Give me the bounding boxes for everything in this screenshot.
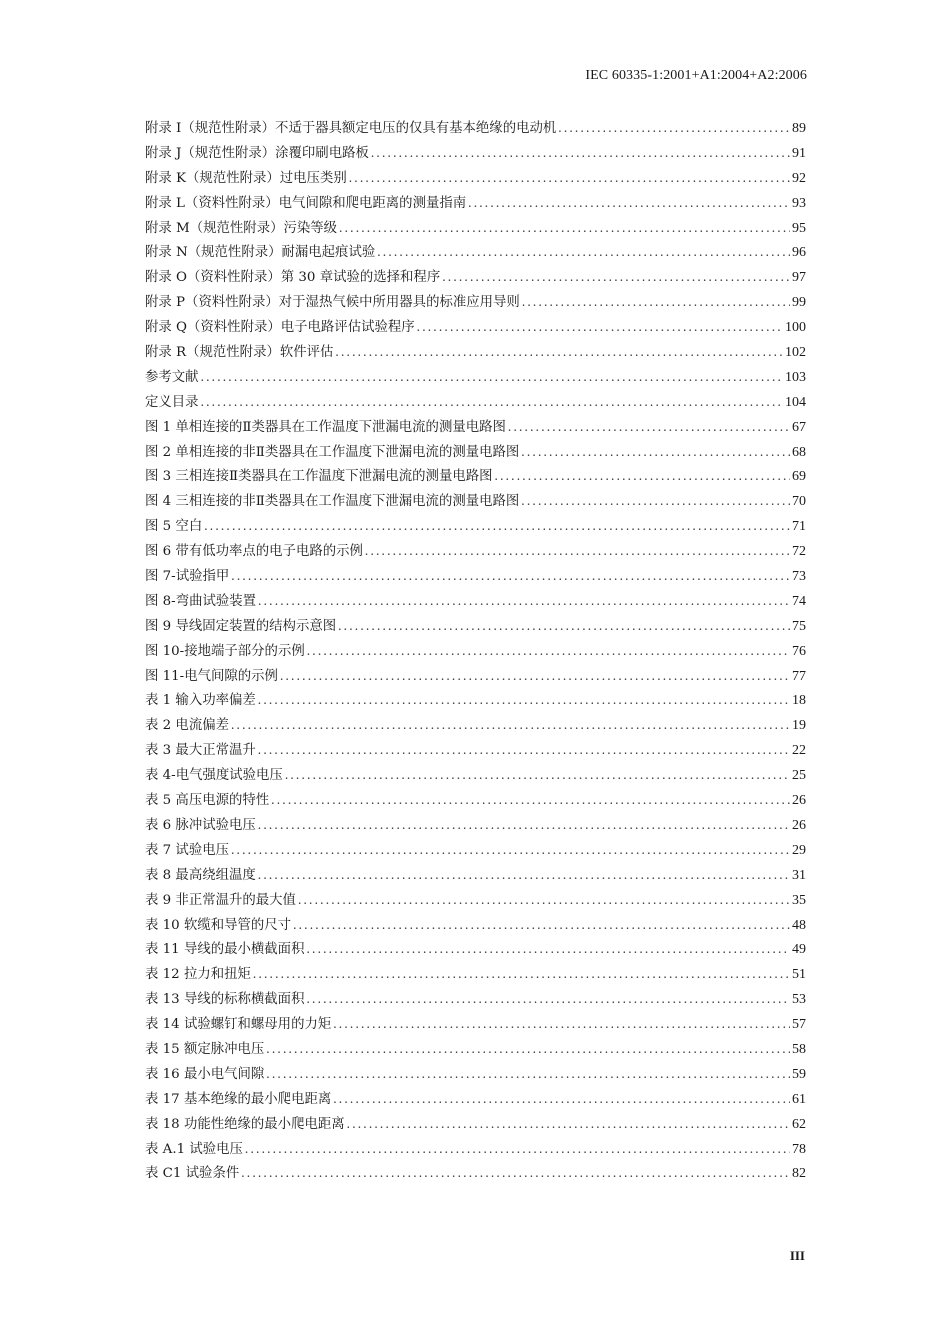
toc-entry-page: 89 (792, 121, 806, 136)
toc-entry[interactable] (145, 688, 806, 713)
toc-dot-leader (204, 514, 790, 539)
toc-entry[interactable] (145, 913, 806, 938)
toc-entry-title: 附录 I（规范性附录）不适于器具额定电压的仅具有基本绝缘的电动机 (145, 121, 557, 136)
toc-entry-page: 68 (792, 444, 806, 460)
toc-dot-leader (201, 365, 783, 390)
toc-dot-leader (231, 564, 790, 589)
toc-entry[interactable] (145, 1012, 806, 1037)
toc-dot-leader (349, 166, 790, 191)
toc-entry-title: 附录 J（规范性附录）涂覆印刷电路板 (145, 145, 369, 161)
toc-dot-leader (333, 1087, 790, 1112)
toc-dot-leader (377, 240, 790, 265)
toc-entry-title: 图 6 带有低功率点的电子电路的示例 (145, 544, 363, 560)
toc-entry-title: 图 9 导线固定装置的结构示意图 (145, 618, 337, 634)
toc-entry-page: 76 (792, 643, 806, 659)
toc-dot-leader (298, 888, 790, 913)
toc-entry-title: 附录 Q（资料性附录）电子电路评估试验程序 (145, 320, 415, 336)
toc-entry-title: 图 7-试验指甲 (145, 569, 230, 585)
toc-entry[interactable] (145, 788, 806, 813)
toc-entry[interactable] (145, 290, 806, 315)
toc-dot-leader (371, 141, 790, 166)
toc-dot-leader (258, 589, 790, 614)
toc-entry[interactable] (145, 589, 806, 614)
toc-entry-page: 69 (792, 469, 806, 485)
toc-entry[interactable] (145, 265, 806, 290)
toc-entry-title: 图 8-弯曲试验装置 (145, 593, 257, 609)
toc-entry-title: 表 9 非正常温升的最大值 (145, 892, 296, 908)
toc-entry-page: 19 (792, 718, 806, 734)
toc-entry[interactable] (145, 614, 806, 639)
toc-entry-title: 表 6 脉冲试验电压 (145, 817, 256, 833)
toc-entry-title: 表 7 试验电压 (145, 842, 229, 858)
toc-dot-leader (442, 265, 790, 290)
toc-dot-leader (258, 738, 790, 763)
toc-dot-leader (307, 639, 790, 664)
toc-entry-page: 67 (792, 419, 806, 435)
toc-dot-leader (306, 937, 790, 962)
toc-entry-title: 表 18 功能性绝缘的最小爬电距离 (145, 1116, 345, 1132)
toc-dot-leader (522, 290, 790, 315)
toc-entry-page: 71 (792, 519, 806, 535)
toc-entry-title: 附录 K（规范性附录）过电压类别 (145, 170, 347, 186)
toc-dot-leader (521, 440, 790, 465)
toc-entry-title: 图 5 空白 (145, 519, 203, 535)
toc-entry-page: 49 (792, 942, 806, 958)
toc-entry-page: 29 (792, 842, 806, 858)
toc-dot-leader (335, 340, 783, 365)
toc-entry-page: 31 (792, 867, 806, 883)
toc-entry[interactable] (145, 713, 806, 738)
toc-entry-title: 附录 P（资料性附录）对于湿热气候中所用器具的标准应用导则 (145, 295, 520, 311)
toc-entry[interactable] (145, 1037, 806, 1062)
toc-entry[interactable] (145, 1161, 806, 1186)
toc-entry[interactable] (145, 1062, 806, 1087)
toc-entry-title: 表 16 最小电气间隙 (145, 1066, 265, 1082)
toc-entry-title: 图 11-电气间隙的示例 (145, 668, 278, 684)
toc-dot-leader (521, 489, 790, 514)
toc-entry-title: 表 8 最高绕组温度 (145, 867, 256, 883)
page-number: III (789, 1248, 805, 1263)
toc-dot-leader (365, 539, 790, 564)
toc-entry-page: 97 (792, 270, 806, 286)
toc-dot-leader (241, 1161, 790, 1186)
toc-entry[interactable] (145, 987, 806, 1012)
table-of-contents (145, 116, 806, 1186)
toc-entry[interactable] (145, 315, 806, 340)
toc-entry[interactable] (145, 539, 806, 564)
toc-entry-title: 定义目录 (145, 394, 199, 410)
toc-entry-page: 100 (785, 320, 806, 336)
toc-entry-title: 附录 O（资料性附录）第 30 章试验的选择和程序 (145, 270, 441, 286)
toc-entry-page: 58 (792, 1041, 806, 1057)
toc-entry-page: 59 (792, 1066, 806, 1082)
toc-entry[interactable] (145, 340, 806, 365)
toc-entry-page: 95 (792, 220, 806, 236)
toc-entry-title: 表 11 导线的最小横截面积 (145, 942, 305, 958)
toc-entry[interactable] (145, 1137, 806, 1162)
toc-dot-leader (495, 464, 790, 489)
toc-entry[interactable] (145, 365, 806, 390)
toc-entry-title: 附录 M（规范性附录）污染等级 (145, 220, 338, 236)
toc-entry[interactable] (145, 664, 806, 689)
toc-entry-title: 图 4 三相连接的非Ⅱ类器具在工作温度下泄漏电流的测量电路图 (145, 494, 520, 510)
document-standard-header: IEC 60335-1:2001+A1:2004+A2:2006 (585, 68, 807, 83)
toc-entry-title: 附录 L（资料性附录）电气间隙和爬电距离的测量指南 (145, 195, 467, 211)
toc-dot-leader (266, 1062, 790, 1087)
toc-dot-leader (201, 390, 783, 415)
toc-dot-leader (258, 813, 790, 838)
toc-entry-title: 图 1 单相连接的Ⅱ类器具在工作温度下泄漏电流的测量电路图 (145, 419, 506, 435)
toc-entry[interactable] (145, 639, 806, 664)
toc-dot-leader (266, 1037, 790, 1062)
toc-entry-title: 表 5 高压电源的特性 (145, 793, 270, 809)
toc-dot-leader (280, 664, 790, 689)
toc-dot-leader (347, 1112, 790, 1137)
toc-dot-leader (333, 1012, 790, 1037)
toc-entry-page: 93 (792, 195, 806, 211)
toc-entry-title: 表 12 拉力和扭矩 (145, 967, 251, 983)
toc-entry-page: 92 (792, 170, 806, 186)
toc-entry[interactable] (145, 1087, 806, 1112)
toc-entry[interactable] (145, 813, 806, 838)
toc-entry[interactable] (145, 191, 806, 216)
toc-entry-page: 35 (792, 892, 806, 908)
toc-dot-leader (558, 116, 790, 141)
toc-entry[interactable] (145, 464, 806, 489)
toc-dot-leader (231, 713, 790, 738)
toc-entry-page: 61 (792, 1091, 806, 1107)
toc-entry-page: 99 (792, 295, 806, 311)
toc-entry-title: 表 17 基本绝缘的最小爬电距离 (145, 1091, 332, 1107)
toc-entry-title: 表 14 试验螺钉和螺母用的力矩 (145, 1017, 332, 1033)
toc-entry-page: 75 (792, 618, 806, 634)
toc-entry-page: 104 (785, 394, 806, 410)
toc-entry-page: 26 (792, 793, 806, 809)
toc-entry-page: 25 (792, 768, 806, 784)
toc-entry[interactable] (145, 1112, 806, 1137)
toc-dot-leader (417, 315, 783, 340)
toc-entry[interactable] (145, 116, 806, 141)
toc-entry[interactable] (145, 240, 806, 265)
toc-entry[interactable] (145, 166, 806, 191)
toc-entry-page: 51 (792, 967, 806, 983)
toc-entry-title: 表 3 最大正常温升 (145, 743, 256, 759)
toc-dot-leader (258, 863, 790, 888)
toc-entry[interactable] (145, 738, 806, 763)
toc-entry-page: 74 (792, 593, 806, 609)
toc-entry-title: 附录 R（规范性附录）软件评估 (145, 345, 334, 361)
toc-entry[interactable] (145, 962, 806, 987)
toc-dot-leader (338, 614, 790, 639)
toc-entry[interactable] (145, 838, 806, 863)
toc-entry-page: 53 (792, 992, 806, 1008)
toc-dot-leader (253, 962, 790, 987)
toc-entry-page: 73 (792, 569, 806, 585)
toc-dot-leader (508, 415, 790, 440)
toc-entry-title: 表 C1 试验条件 (145, 1166, 240, 1182)
toc-dot-leader (306, 987, 790, 1012)
toc-entry-title: 参考文献 (145, 369, 199, 385)
toc-entry[interactable] (145, 216, 806, 241)
toc-dot-leader (245, 1137, 790, 1162)
toc-entry-title: 附录 N（规范性附录）耐漏电起痕试验 (145, 245, 376, 261)
toc-entry[interactable] (145, 390, 806, 415)
toc-entry[interactable] (145, 141, 806, 166)
toc-entry-page: 62 (792, 1116, 806, 1132)
toc-entry-page: 78 (792, 1141, 806, 1157)
toc-entry-page: 48 (792, 917, 806, 933)
toc-entry[interactable] (145, 564, 806, 589)
toc-entry[interactable] (145, 489, 806, 514)
toc-entry-title: 表 15 额定脉冲电压 (145, 1041, 265, 1057)
toc-entry-title: 图 3 三相连接Ⅱ类器具在工作温度下泄漏电流的测量电路图 (145, 469, 493, 485)
toc-entry[interactable] (145, 888, 806, 913)
toc-entry-title: 表 A.1 试验电压 (145, 1141, 243, 1157)
toc-entry[interactable] (145, 937, 806, 962)
toc-entry-page: 18 (792, 693, 806, 709)
toc-entry-title: 图 2 单相连接的非Ⅱ类器具在工作温度下泄漏电流的测量电路图 (145, 444, 520, 460)
toc-entry-page: 70 (792, 494, 806, 510)
toc-dot-leader (293, 913, 790, 938)
toc-entry-title: 表 13 导线的标称横截面积 (145, 992, 305, 1008)
toc-entry-page: 22 (792, 743, 806, 759)
toc-entry-page: 26 (792, 817, 806, 833)
toc-dot-leader (468, 191, 790, 216)
toc-entry-title: 图 10-接地端子部分的示例 (145, 643, 305, 659)
toc-entry[interactable] (145, 440, 806, 465)
toc-entry-page: 57 (792, 1017, 806, 1033)
toc-entry[interactable] (145, 415, 806, 440)
toc-dot-leader (258, 688, 790, 713)
toc-entry-page: 103 (785, 369, 806, 385)
toc-entry[interactable] (145, 514, 806, 539)
toc-entry-page: 77 (792, 668, 806, 684)
toc-dot-leader (285, 763, 790, 788)
toc-entry[interactable] (145, 763, 806, 788)
toc-entry-page: 72 (792, 544, 806, 560)
toc-dot-leader (271, 788, 790, 813)
toc-entry-page: 96 (792, 245, 806, 261)
toc-entry-page: 102 (785, 345, 806, 361)
toc-entry-title: 表 1 输入功率偏差 (145, 693, 256, 709)
toc-entry-title: 表 2 电流偏差 (145, 718, 229, 734)
toc-dot-leader (231, 838, 790, 863)
toc-entry-title: 表 4-电气强度试验电压 (145, 768, 283, 784)
toc-entry[interactable] (145, 863, 806, 888)
toc-dot-leader (339, 216, 790, 241)
toc-entry-title: 表 10 软缆和导管的尺寸 (145, 917, 292, 933)
toc-entry-page: 91 (792, 145, 806, 161)
toc-entry-page: 82 (792, 1166, 806, 1182)
